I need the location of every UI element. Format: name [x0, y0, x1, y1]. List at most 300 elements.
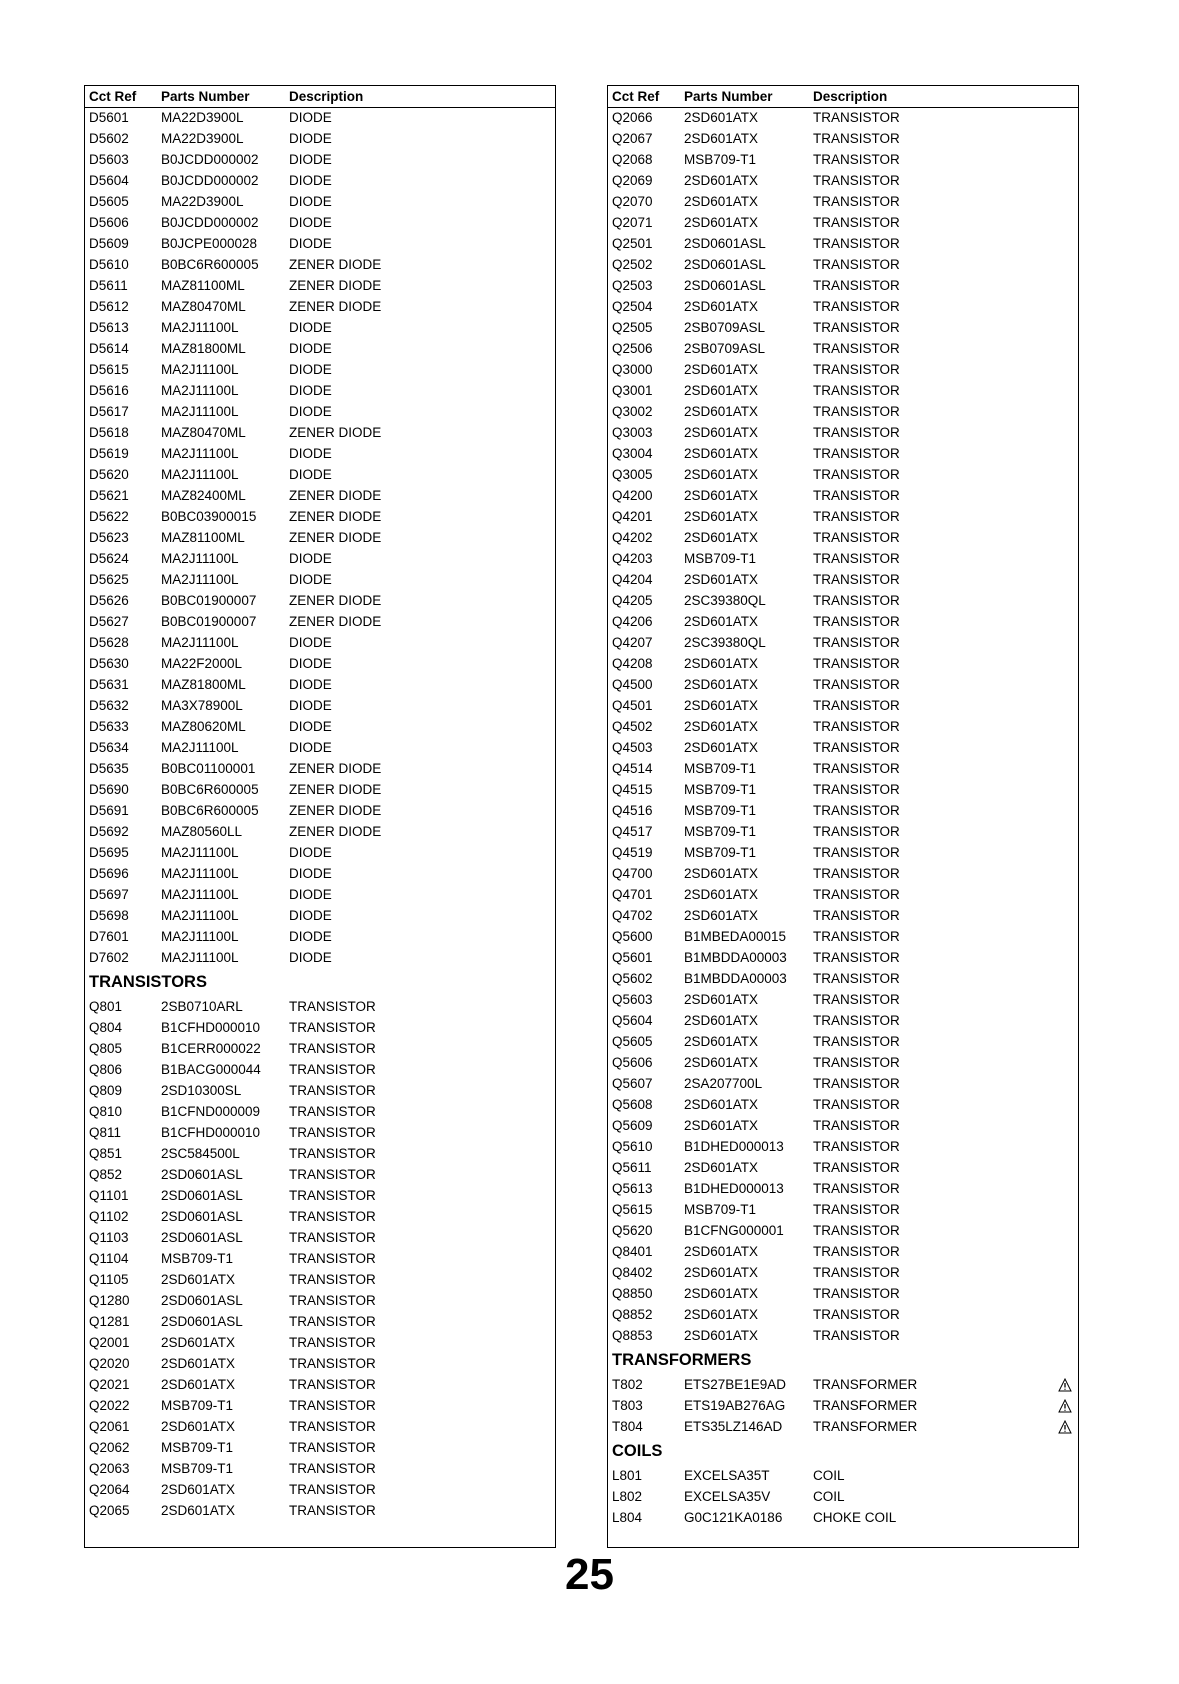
description-cell: TRANSISTOR: [813, 425, 900, 440]
parts-number-cell: B1CERR000022: [161, 1041, 261, 1056]
description-cell: TRANSISTOR: [813, 488, 900, 503]
description-cell: TRANSISTOR: [813, 1055, 900, 1070]
description-cell: ZENER DIODE: [289, 299, 382, 314]
parts-number-cell: 2SD601ATX: [684, 1034, 759, 1049]
description-cell: TRANSISTOR: [813, 383, 900, 398]
left-parts-table: [84, 85, 556, 1548]
description-cell: DIODE: [289, 467, 332, 482]
description-cell: ZENER DIODE: [289, 425, 382, 440]
table-row: [608, 969, 1078, 990]
description-cell: ZENER DIODE: [289, 530, 382, 545]
table-row: [85, 318, 555, 339]
description-cell: TRANSISTOR: [813, 635, 900, 650]
table-row: [608, 1053, 1078, 1074]
cct-ref-cell: D5610: [89, 257, 129, 272]
table-row: [85, 1354, 555, 1375]
table-row: [608, 843, 1078, 864]
description-cell: TRANSISTOR: [813, 404, 900, 419]
description-cell: ZENER DIODE: [289, 509, 382, 524]
table-row: [608, 1179, 1078, 1200]
parts-number-cell: 2SD601ATX: [161, 1272, 236, 1287]
parts-number-cell: B1DHED000013: [684, 1181, 784, 1196]
cct-ref-cell: D5612: [89, 299, 129, 314]
description-cell: TRANSISTOR: [813, 362, 900, 377]
parts-number-cell: 2SD601ATX: [684, 1328, 759, 1343]
parts-number-cell: MSB709-T1: [161, 1440, 234, 1455]
description-cell: TRANSISTOR: [813, 740, 900, 755]
description-cell: DIODE: [289, 383, 332, 398]
table-row: [85, 1270, 555, 1291]
parts-number-cell: MA2J11100L: [161, 950, 239, 965]
cct-ref-cell: Q2063: [89, 1461, 130, 1476]
table-row: [85, 1081, 555, 1102]
header-cct-ref: Cct Ref: [612, 89, 660, 104]
cct-ref-cell: L804: [612, 1510, 643, 1525]
cct-ref-cell: T802: [612, 1377, 643, 1392]
description-cell: TRANSISTOR: [289, 1020, 376, 1035]
description-cell: TRANSISTOR: [289, 1377, 376, 1392]
table-row: [608, 255, 1078, 276]
description-cell: DIODE: [289, 740, 332, 755]
cct-ref-cell: Q2001: [89, 1335, 130, 1350]
description-cell: DIODE: [289, 656, 332, 671]
cct-ref-cell: Q2501: [612, 236, 653, 251]
description-cell: TRANSISTOR: [813, 194, 900, 209]
safety-warning-icon: [1058, 1399, 1072, 1413]
description-cell: TRANSFORMER: [813, 1419, 918, 1434]
table-row: [608, 486, 1078, 507]
cct-ref-cell: Q851: [89, 1146, 123, 1161]
cct-ref-cell: Q4519: [612, 845, 653, 860]
parts-number-cell: 2SD601ATX: [684, 173, 759, 188]
description-cell: TRANSISTOR: [289, 1503, 376, 1518]
table-row: [608, 1242, 1078, 1263]
table-row: [85, 1312, 555, 1333]
cct-ref-cell: D7601: [89, 929, 129, 944]
cct-ref-cell: Q2061: [89, 1419, 130, 1434]
cct-ref-cell: Q4503: [612, 740, 653, 755]
description-cell: TRANSISTOR: [289, 1251, 376, 1266]
parts-number-cell: B1MBEDA00015: [684, 929, 787, 944]
description-cell: DIODE: [289, 236, 332, 251]
table-row: [608, 801, 1078, 822]
header-parts-number: Parts Number: [684, 89, 773, 104]
parts-number-cell: MAZ81100ML: [161, 530, 245, 545]
description-cell: ZENER DIODE: [289, 782, 382, 797]
description-cell: TRANSISTOR: [289, 1062, 376, 1077]
parts-number-cell: MA22D3900L: [161, 110, 244, 125]
table-row: [85, 864, 555, 885]
parts-number-cell: 2SD601ATX: [684, 425, 759, 440]
parts-number-cell: MA2J11100L: [161, 551, 239, 566]
table-row: [85, 633, 555, 654]
parts-number-cell: 2SD601ATX: [684, 908, 759, 923]
description-cell: TRANSISTOR: [813, 236, 900, 251]
table-row: [608, 1375, 1078, 1396]
cct-ref-cell: Q801: [89, 999, 123, 1014]
table-row: [608, 528, 1078, 549]
cct-ref-cell: Q5610: [612, 1139, 653, 1154]
table-row: [85, 1060, 555, 1081]
parts-number-cell: MSB709-T1: [684, 782, 757, 797]
parts-number-cell: MA2J11100L: [161, 383, 239, 398]
parts-number-cell: 2SD601ATX: [684, 1118, 759, 1133]
description-cell: TRANSISTOR: [289, 999, 376, 1014]
cct-ref-cell: Q5606: [612, 1055, 653, 1070]
cct-ref-cell: D5697: [89, 887, 129, 902]
parts-number-cell: 2SD0601ASL: [684, 278, 766, 293]
parts-number-cell: 2SC584500L: [161, 1146, 240, 1161]
cct-ref-cell: Q2020: [89, 1356, 130, 1371]
description-cell: TRANSISTOR: [813, 278, 900, 293]
description-cell: DIODE: [289, 908, 332, 923]
description-cell: TRANSISTOR: [289, 1440, 376, 1455]
cct-ref-cell: D5630: [89, 656, 129, 671]
parts-number-cell: 2SD601ATX: [684, 530, 759, 545]
description-cell: TRANSISTOR: [813, 1265, 900, 1280]
cct-ref-cell: Q3004: [612, 446, 653, 461]
table-row: [608, 1074, 1078, 1095]
cct-ref-cell: Q806: [89, 1062, 123, 1077]
description-cell: ZENER DIODE: [289, 761, 382, 776]
parts-number-cell: 2SD0601ASL: [161, 1314, 243, 1329]
table-row: [85, 591, 555, 612]
description-cell: TRANSISTOR: [813, 887, 900, 902]
table-row: [85, 360, 555, 381]
table-row: [608, 1011, 1078, 1032]
description-cell: TRANSISTOR: [813, 1202, 900, 1217]
parts-number-cell: ETS35LZ146AD: [684, 1419, 783, 1434]
description-cell: TRANSFORMER: [813, 1398, 918, 1413]
description-cell: TRANSISTOR: [813, 1139, 900, 1154]
description-cell: DIODE: [289, 341, 332, 356]
table-row: [608, 444, 1078, 465]
table-row: [85, 1039, 555, 1060]
table-header: [608, 86, 1078, 108]
cct-ref-cell: Q4501: [612, 698, 653, 713]
cct-ref-cell: Q5613: [612, 1181, 653, 1196]
section-title: TRANSFORMERS: [612, 1351, 752, 1369]
cct-ref-cell: Q4702: [612, 908, 653, 923]
right-parts-table: [607, 85, 1079, 1548]
cct-ref-cell: Q4515: [612, 782, 653, 797]
table-row: [608, 129, 1078, 150]
description-cell: COIL: [813, 1468, 845, 1483]
cct-ref-cell: D5618: [89, 425, 129, 440]
parts-number-cell: 2SD601ATX: [684, 572, 759, 587]
table-row: [608, 171, 1078, 192]
cct-ref-cell: Q8402: [612, 1265, 653, 1280]
table-row: [608, 822, 1078, 843]
parts-number-cell: MAZ81800ML: [161, 677, 246, 692]
parts-number-cell: 2SD601ATX: [161, 1356, 236, 1371]
table-row: [608, 1032, 1078, 1053]
parts-number-cell: 2SD601ATX: [684, 299, 759, 314]
description-cell: TRANSISTOR: [289, 1209, 376, 1224]
description-cell: ZENER DIODE: [289, 593, 382, 608]
parts-number-cell: MSB709-T1: [684, 824, 757, 839]
description-cell: TRANSISTOR: [289, 1230, 376, 1245]
parts-number-cell: 2SD601ATX: [684, 215, 759, 230]
cct-ref-cell: D5623: [89, 530, 129, 545]
description-cell: DIODE: [289, 929, 332, 944]
parts-number-cell: MSB709-T1: [684, 551, 757, 566]
cct-ref-cell: D5627: [89, 614, 129, 629]
table-row: [85, 1165, 555, 1186]
table-row: [608, 297, 1078, 318]
parts-number-cell: B0BC01100001: [161, 761, 256, 776]
parts-number-cell: B1CFHD000010: [161, 1020, 261, 1035]
description-cell: TRANSISTOR: [813, 929, 900, 944]
parts-number-cell: EXCELSA35T: [684, 1468, 770, 1483]
cct-ref-cell: D5619: [89, 446, 129, 461]
cct-ref-cell: D5692: [89, 824, 129, 839]
table-row: [85, 1459, 555, 1480]
table-row: [608, 738, 1078, 759]
description-cell: CHOKE COIL: [813, 1510, 897, 1525]
cct-ref-cell: Q2062: [89, 1440, 130, 1455]
cct-ref-cell: D5601: [89, 110, 129, 125]
parts-number-cell: MSB709-T1: [684, 1202, 757, 1217]
description-cell: TRANSISTOR: [289, 1083, 376, 1098]
cct-ref-cell: Q4205: [612, 593, 653, 608]
description-cell: TRANSISTOR: [813, 908, 900, 923]
parts-number-cell: MAZ80620ML: [161, 719, 246, 734]
parts-number-cell: 2SC39380QL: [684, 635, 766, 650]
cct-ref-cell: Q5602: [612, 971, 653, 986]
parts-number-cell: 2SD601ATX: [684, 698, 759, 713]
parts-number-cell: 2SD601ATX: [161, 1482, 236, 1497]
table-row: [85, 255, 555, 276]
parts-number-cell: MAZ80470ML: [161, 425, 246, 440]
parts-number-cell: B0BC03900015: [161, 509, 257, 524]
section-title: COILS: [612, 1442, 663, 1460]
description-cell: DIODE: [289, 173, 332, 188]
table-row: [608, 339, 1078, 360]
parts-number-cell: MA2J11100L: [161, 908, 239, 923]
table-row: [85, 696, 555, 717]
parts-number-cell: MAZ80560LL: [161, 824, 243, 839]
description-cell: TRANSISTOR: [813, 719, 900, 734]
parts-number-cell: MA2J11100L: [161, 845, 239, 860]
parts-number-cell: B1MBDDA00003: [684, 950, 787, 965]
description-cell: TRANSISTOR: [289, 1272, 376, 1287]
cct-ref-cell: Q4200: [612, 488, 653, 503]
parts-number-cell: 2SD601ATX: [684, 614, 759, 629]
parts-number-cell: B1CFHD000010: [161, 1125, 261, 1140]
parts-number-cell: 2SD601ATX: [684, 509, 759, 524]
parts-number-cell: 2SB0709ASL: [684, 341, 766, 356]
parts-number-cell: 2SA207700L: [684, 1076, 763, 1091]
table-row: [85, 738, 555, 759]
parts-number-cell: 2SD601ATX: [684, 1097, 759, 1112]
parts-number-cell: 2SD601ATX: [684, 383, 759, 398]
cct-ref-cell: D5615: [89, 362, 129, 377]
cct-ref-cell: D5617: [89, 404, 129, 419]
cct-ref-cell: Q4700: [612, 866, 653, 881]
table-row: [608, 906, 1078, 927]
parts-number-cell: 2SD601ATX: [684, 488, 759, 503]
parts-number-cell: 2SB0709ASL: [684, 320, 766, 335]
parts-number-cell: 2SD601ATX: [684, 446, 759, 461]
description-cell: TRANSISTOR: [813, 1118, 900, 1133]
description-cell: TRANSISTOR: [289, 1167, 376, 1182]
parts-number-cell: 2SD601ATX: [684, 677, 759, 692]
parts-number-cell: B1BACG000044: [161, 1062, 261, 1077]
table-row: [608, 1158, 1078, 1179]
cct-ref-cell: D5631: [89, 677, 129, 692]
table-row: [85, 1018, 555, 1039]
cct-ref-cell: Q4514: [612, 761, 653, 776]
parts-number-cell: 2SD601ATX: [161, 1419, 236, 1434]
table-row: [85, 192, 555, 213]
parts-number-cell: MA3X78900L: [161, 698, 243, 713]
table-row: [608, 381, 1078, 402]
table-row: [85, 528, 555, 549]
parts-number-cell: MA22F2000L: [161, 656, 243, 671]
description-cell: TRANSISTOR: [813, 803, 900, 818]
parts-number-cell: MA2J11100L: [161, 866, 239, 881]
cct-ref-cell: Q5600: [612, 929, 653, 944]
table-row: [608, 234, 1078, 255]
description-cell: ZENER DIODE: [289, 257, 382, 272]
table-row: [85, 801, 555, 822]
description-cell: TRANSISTOR: [289, 1188, 376, 1203]
header-cct-ref: Cct Ref: [89, 89, 137, 104]
table-row: [608, 1200, 1078, 1221]
parts-number-cell: ETS27BE1E9AD: [684, 1377, 787, 1392]
table-row: [608, 780, 1078, 801]
cct-ref-cell: D5613: [89, 320, 129, 335]
parts-number-cell: MAZ81100ML: [161, 278, 245, 293]
cct-ref-cell: Q4204: [612, 572, 653, 587]
cct-ref-cell: D5604: [89, 173, 129, 188]
description-cell: TRANSISTOR: [813, 971, 900, 986]
description-cell: DIODE: [289, 446, 332, 461]
cct-ref-cell: Q1280: [89, 1293, 130, 1308]
table-row: [608, 318, 1078, 339]
parts-number-cell: MSB709-T1: [161, 1251, 234, 1266]
cct-ref-cell: D5635: [89, 761, 129, 776]
table-row: [608, 150, 1078, 171]
table-row: [608, 948, 1078, 969]
parts-number-cell: B1MBDDA00003: [684, 971, 787, 986]
cct-ref-cell: L801: [612, 1468, 643, 1483]
description-cell: TRANSFORMER: [813, 1377, 918, 1392]
table-row: [608, 402, 1078, 423]
description-cell: DIODE: [289, 635, 332, 650]
table-row: [85, 654, 555, 675]
table-row: [85, 1333, 555, 1354]
parts-number-cell: MAZ82400ML: [161, 488, 246, 503]
parts-number-cell: 2SD0601ASL: [684, 257, 766, 272]
parts-number-cell: MAZ80470ML: [161, 299, 246, 314]
description-cell: TRANSISTOR: [289, 1482, 376, 1497]
cct-ref-cell: D5614: [89, 341, 129, 356]
safety-warning-icon: [1058, 1378, 1072, 1392]
table-row: [608, 759, 1078, 780]
parts-number-cell: 2SD601ATX: [684, 1055, 759, 1070]
description-cell: TRANSISTOR: [813, 1328, 900, 1343]
description-cell: DIODE: [289, 677, 332, 692]
cct-ref-cell: Q4517: [612, 824, 653, 839]
table-row: [85, 843, 555, 864]
table-row: [85, 402, 555, 423]
description-cell: TRANSISTOR: [289, 1104, 376, 1119]
description-cell: DIODE: [289, 215, 332, 230]
cct-ref-cell: D5602: [89, 131, 129, 146]
description-cell: TRANSISTOR: [813, 131, 900, 146]
table-row: [85, 171, 555, 192]
description-cell: ZENER DIODE: [289, 278, 382, 293]
cct-ref-cell: Q5611: [612, 1160, 652, 1175]
table-row: [85, 234, 555, 255]
cct-ref-cell: Q2506: [612, 341, 653, 356]
cct-ref-cell: Q1104: [89, 1251, 129, 1266]
cct-ref-cell: Q4208: [612, 656, 653, 671]
table-row: [85, 570, 555, 591]
cct-ref-cell: Q5607: [612, 1076, 653, 1091]
parts-number-cell: MA2J11100L: [161, 635, 239, 650]
description-cell: TRANSISTOR: [813, 950, 900, 965]
description-cell: TRANSISTOR: [813, 467, 900, 482]
description-cell: TRANSISTOR: [813, 1097, 900, 1112]
parts-number-cell: 2SD10300SL: [161, 1083, 242, 1098]
page-number: 25: [565, 1550, 614, 1599]
description-cell: DIODE: [289, 572, 332, 587]
cct-ref-cell: Q2021: [89, 1377, 130, 1392]
parts-number-cell: B1DHED000013: [684, 1139, 784, 1154]
parts-number-cell: 2SD0601ASL: [161, 1167, 243, 1182]
table-row: [608, 465, 1078, 486]
cct-ref-cell: Q2070: [612, 194, 653, 209]
table-row: [608, 1326, 1078, 1347]
parts-number-cell: 2SD0601ASL: [684, 236, 766, 251]
cct-ref-cell: Q4206: [612, 614, 653, 629]
parts-number-cell: B0BC01900007: [161, 614, 257, 629]
table-row: [608, 213, 1078, 234]
table-row: [85, 381, 555, 402]
description-cell: TRANSISTOR: [813, 1286, 900, 1301]
header-description: Description: [813, 89, 888, 104]
parts-number-cell: B0BC01900007: [161, 593, 257, 608]
table-row: [85, 1375, 555, 1396]
cct-ref-cell: Q4701: [612, 887, 653, 902]
cct-ref-cell: D5633: [89, 719, 129, 734]
cct-ref-cell: Q3005: [612, 467, 653, 482]
table-row: [608, 1305, 1078, 1326]
parts-number-cell: 2SD601ATX: [684, 719, 759, 734]
description-cell: TRANSISTOR: [813, 509, 900, 524]
parts-number-cell: 2SD601ATX: [684, 131, 759, 146]
cct-ref-cell: Q1101: [89, 1188, 129, 1203]
table-row: [85, 1396, 555, 1417]
description-cell: TRANSISTOR: [813, 761, 900, 776]
cct-ref-cell: Q1105: [89, 1272, 129, 1287]
cct-ref-cell: Q3000: [612, 362, 653, 377]
cct-ref-cell: Q4500: [612, 677, 653, 692]
cct-ref-cell: D5690: [89, 782, 129, 797]
parts-number-cell: MA2J11100L: [161, 929, 239, 944]
parts-number-cell: 2SD601ATX: [684, 194, 759, 209]
cct-ref-cell: Q804: [89, 1020, 123, 1035]
parts-number-cell: MA2J11100L: [161, 404, 239, 419]
cct-ref-cell: D5620: [89, 467, 129, 482]
description-cell: ZENER DIODE: [289, 824, 382, 839]
parts-number-cell: 2SD601ATX: [684, 887, 759, 902]
cct-ref-cell: Q2503: [612, 278, 653, 293]
table-row: [85, 444, 555, 465]
